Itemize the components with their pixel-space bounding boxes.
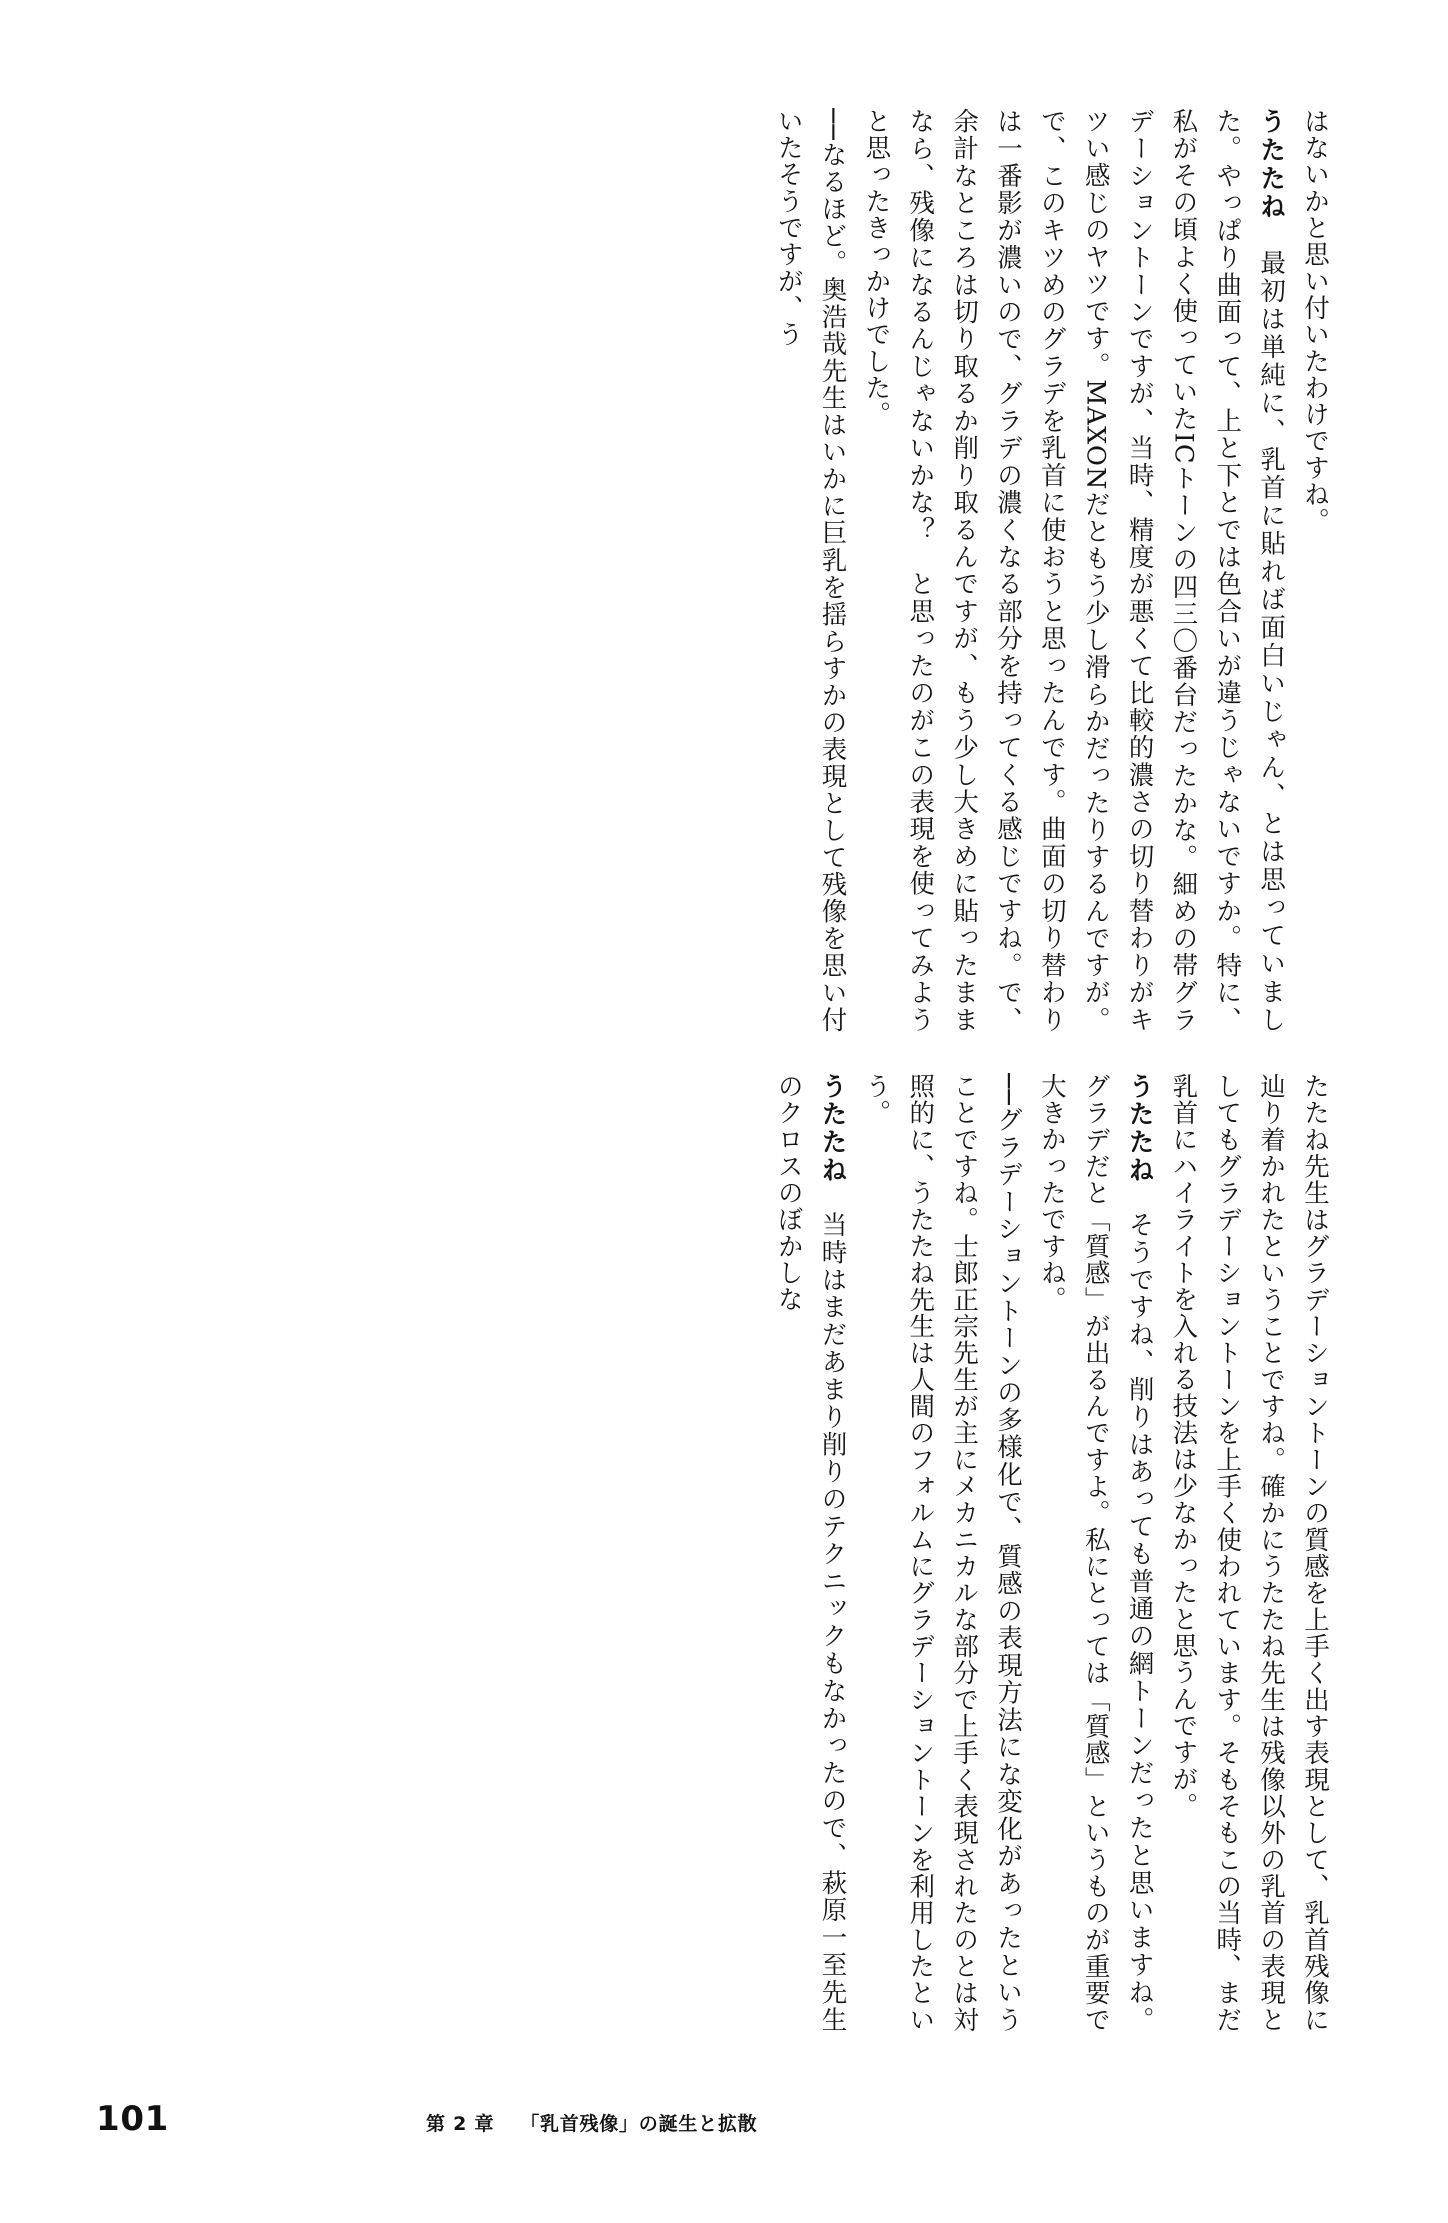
- page-number: 101: [96, 2099, 170, 2139]
- speaker-name: うたたね: [817, 1073, 848, 1185]
- running-head: [426, 2109, 757, 2136]
- text-column-bottom: たたね先生はグラデーショントーンの質感を上手く出す表現として、乳首残像に辿り着かれたということですね。確かにうたたね先生は残像以外の乳首の表現としてもグラデーショントーンを上手く使われています。そもそもこの当時、まだ乳首にハイライトを入れる技法は少なかったと思うんですが。 うたたね そうですね、削りはあっても普通の網トーンだったと思いますね。グラデだと「質感」が出るんですよ。私にとっては「質感」というものが重要で大きかったですね。 ──グラデーショントーンの多様化で、質感の表現方法にな変化があったということですね。士郎正宗先生が主にメカニカルな部分で上手く表現されたのとは対照的に、うたたね先生は人間のフォルムにグラデーショントーンを利用したという。 うたたね 当時はまだあまり削りのテクニックもなかったので、萩原一至先生のクロスのぼかしな: [773, 1073, 1330, 2033]
- text-body: [96, 108, 1336, 2053]
- page-footer: [96, 2099, 1336, 2145]
- speaker-name: うたたね: [1256, 108, 1287, 222]
- running-head-title: 「乳首残像」の誕生と拡散: [520, 2113, 758, 2135]
- text-column-top: はないかと思い付いたわけですね。 うたたね 最初は単純に、乳首に貼れば面白いじゃん、とは思っていました。やっぱり曲面って、上と下とでは色合いが違うじゃないですか。特に、私がその頃よく使っていたICトーンの四三〇番台だったかな。細めの帯グラデーショントーンですが、当時、精度が悪くて比較的濃さの切り替わりがキツい感じのヤツです。MAXONだともう少し滑らかだったりするんですが。で、このキツめのグラデを乳首に使おうと思ったんです。曲面の切り替わりは一番影が濃いので、グラデの濃くなる部分を持ってくる感じですね。で、余計なところは切り取るか削り取るんですが、もう少し大きめに貼ったままなら、残像になるんじゃないかな？ と思ったのがこの表現を使ってみようと思ったきっかけでした。 ──なるほど。奥浩哉先生はいかに巨乳を揺らすかの表現として残像を思い付いたそうですが、う: [773, 108, 1330, 1033]
- running-head-chapter: 第 2 章: [426, 2113, 495, 2135]
- speaker-name: うたたね: [1124, 1073, 1155, 1185]
